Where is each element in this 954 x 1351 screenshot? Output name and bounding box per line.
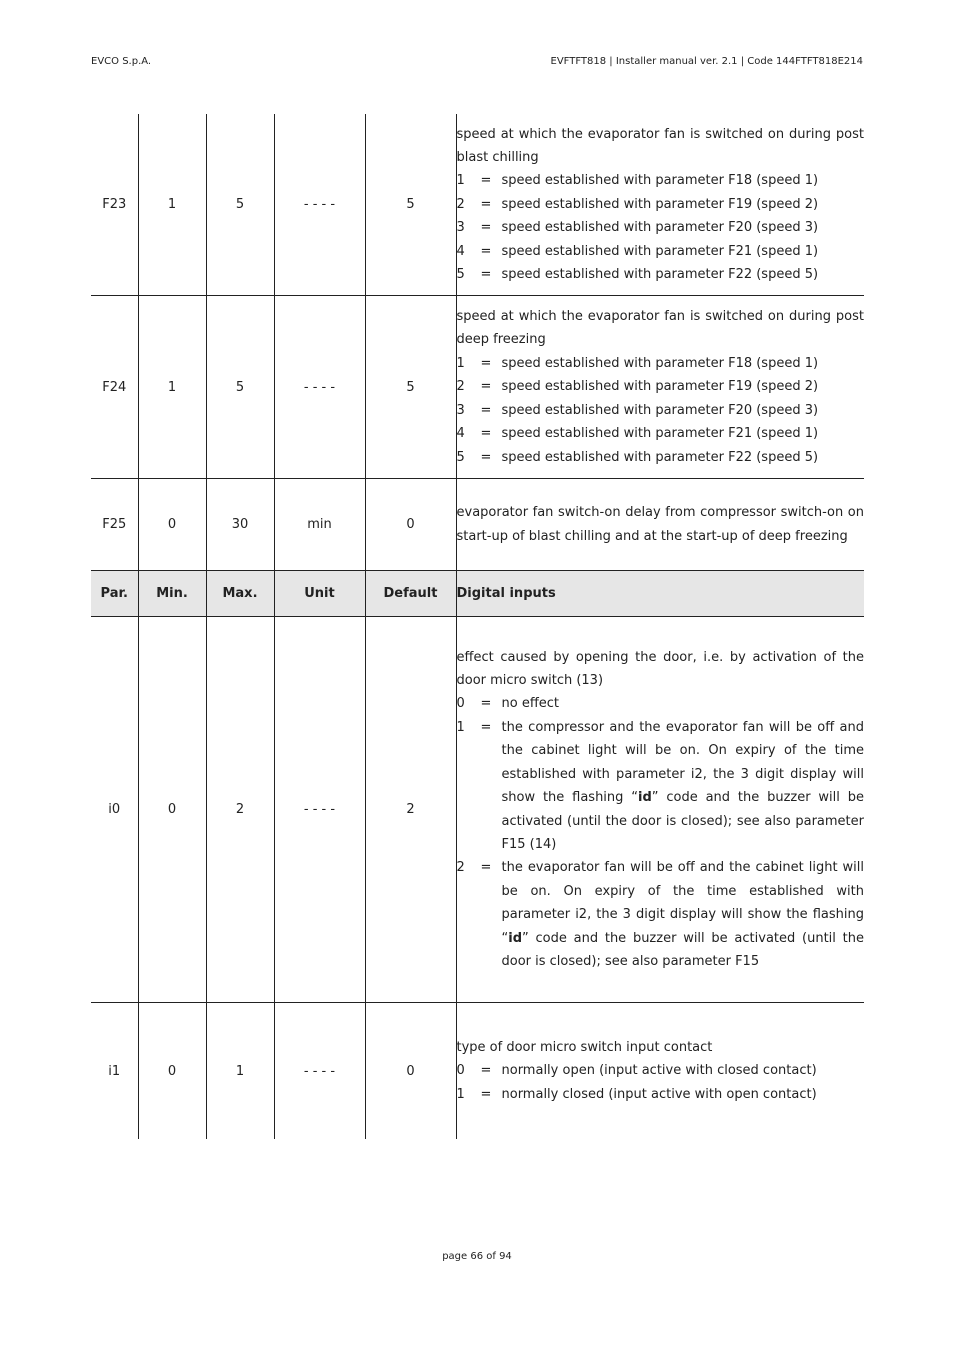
option-line: 0 = no effect <box>456 696 560 712</box>
par-cell: F23 <box>91 114 138 296</box>
table-row-i1 <box>91 1003 864 1140</box>
default-cell: 0 <box>365 1003 456 1140</box>
display-code: id <box>638 790 652 806</box>
par-cell: i0 <box>91 617 138 1003</box>
min-cell: 1 <box>138 296 206 479</box>
par-cell: F25 <box>91 479 138 571</box>
table-row-f24 <box>91 296 864 479</box>
header-document-info: EVFTFT818 | Installer manual ver. 2.1 | Code 144FTFT818E214 <box>550 56 863 67</box>
max-cell: 1 <box>206 1003 274 1140</box>
unit-cell: - - - - <box>274 617 365 1003</box>
column-header-default: Default <box>365 571 456 617</box>
unit-cell: - - - - <box>274 1003 365 1140</box>
min-cell: 0 <box>138 1003 206 1140</box>
description-intro: effect caused by opening the door, i.e. by activation of the door micro switch (13) <box>456 649 864 689</box>
par-cell: F24 <box>91 296 138 479</box>
option-line: 3 = speed established with parameter F20 (speed 3) <box>456 220 819 236</box>
min-cell: 1 <box>138 114 206 296</box>
default-cell: 2 <box>365 617 456 1003</box>
option-line: 2 = speed established with parameter F19 (speed 2) <box>456 379 819 395</box>
option-line: 5 = speed established with parameter F22 (speed 5) <box>456 267 819 283</box>
description-cell <box>456 617 864 1003</box>
section-title: Digital inputs <box>456 571 864 617</box>
option-line: 4 = speed established with parameter F21 (speed 1) <box>456 426 819 442</box>
unit-cell: min <box>274 479 365 571</box>
description-cell <box>456 479 864 571</box>
option-line: 2 = the evaporator fan will be off and the cabinet light will be on. On expiry of the time established with parameter i2, the 3 digit display will show the flashing “id” code and the buzzer will be activated (until the door is closed); see also parameter F15 <box>456 860 864 969</box>
column-header-max: Max. <box>206 571 274 617</box>
description-intro: speed at which the evaporator fan is switched on during post deep freezing <box>456 309 864 348</box>
max-cell: 5 <box>206 296 274 479</box>
option-line: 1 = speed established with parameter F18 (speed 1) <box>456 355 819 371</box>
default-cell: 5 <box>365 114 456 296</box>
option-line: 1 = normally closed (input active with open contact) <box>456 1086 817 1102</box>
default-cell: 5 <box>365 296 456 479</box>
description-intro: evaporator fan switch-on delay from compressor switch-on on start-up of blast chilling and at the start-up of deep freezing <box>456 505 864 544</box>
column-header-min: Min. <box>138 571 206 617</box>
column-header-par: Par. <box>91 571 138 617</box>
description-intro: type of door micro switch input contact <box>456 1039 713 1055</box>
description-intro: speed at which the evaporator fan is switched on during post blast chilling <box>456 126 864 165</box>
parameters-table <box>91 114 864 1139</box>
option-line: 0 = normally open (input active with closed contact) <box>456 1063 817 1079</box>
option-line: 4 = speed established with parameter F21 (speed 1) <box>456 243 819 259</box>
default-cell: 0 <box>365 479 456 571</box>
header-company: EVCO S.p.A. <box>91 56 152 67</box>
table-header-row <box>91 571 864 617</box>
table-row-i0 <box>91 617 864 1003</box>
max-cell: 5 <box>206 114 274 296</box>
description-cell <box>456 296 864 479</box>
option-line: 5 = speed established with parameter F22 (speed 5) <box>456 449 819 465</box>
table-row-f25 <box>91 479 864 571</box>
column-header-unit: Unit <box>274 571 365 617</box>
par-cell: i1 <box>91 1003 138 1140</box>
unit-cell: - - - - <box>274 114 365 296</box>
description-cell <box>456 1003 864 1140</box>
page-number: page 66 of 94 <box>442 1251 512 1262</box>
description-cell <box>456 114 864 296</box>
table-row-f23 <box>91 114 864 296</box>
max-cell: 30 <box>206 479 274 571</box>
display-code: id <box>508 930 523 946</box>
min-cell: 0 <box>138 617 206 1003</box>
option-line: 3 = speed established with parameter F20 (speed 3) <box>456 402 819 418</box>
min-cell: 0 <box>138 479 206 571</box>
unit-cell: - - - - <box>274 296 365 479</box>
option-line: 1 = speed established with parameter F18 (speed 1) <box>456 173 819 189</box>
option-line: 1 = the compressor and the evaporator fan will be off and the cabinet light will be on. On expiry of the time established with parameter i2, the 3 digit display will show the flashing “id” code and the buzzer will be activated (until the door is closed); see also parameter F15 (14) <box>456 719 864 852</box>
option-line: 2 = speed established with parameter F19 (speed 2) <box>456 196 819 212</box>
max-cell: 2 <box>206 617 274 1003</box>
